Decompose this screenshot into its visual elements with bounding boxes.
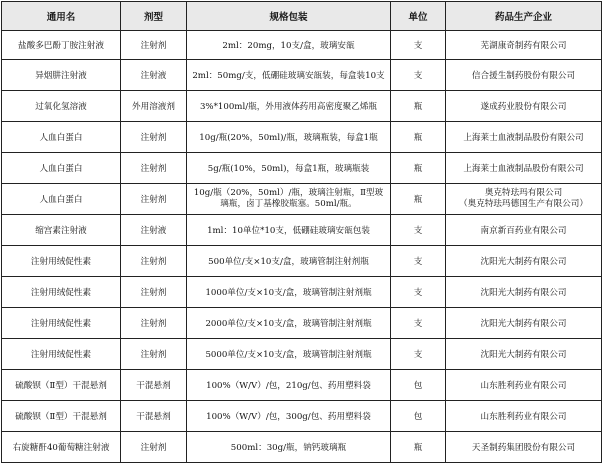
cell-manufacturer: 山东胜利药业有限公司 bbox=[446, 401, 602, 432]
cell-spec-package: 2ml：50mg/支，低硼硅玻璃安瓿装，每盒装10支 bbox=[187, 60, 391, 91]
cell-dosage-form: 注射剂 bbox=[121, 277, 187, 308]
cell-dosage-form: 注射剂 bbox=[121, 184, 187, 215]
cell-generic-name: 注射用绒促性素 bbox=[2, 246, 121, 277]
maker-line-1: 奥克特珐玛有限公司 bbox=[484, 188, 563, 198]
cell-manufacturer: 沈阳光大制药有限公司 bbox=[446, 246, 602, 277]
header-unit: 单位 bbox=[391, 2, 446, 31]
cell-dosage-form: 注射剂 bbox=[121, 153, 187, 184]
cell-manufacturer: 沈阳光大制药有限公司 bbox=[446, 339, 602, 370]
cell-manufacturer: 南京新百药业有限公司 bbox=[446, 215, 602, 246]
table-row bbox=[2, 401, 602, 432]
cell-generic-name: 右旋糖酐40葡萄糖注射液 bbox=[2, 432, 121, 463]
table-row bbox=[2, 184, 602, 215]
cell-spec-package: 2000单位/支×10支/盒，玻璃管制注射剂瓶 bbox=[187, 308, 391, 339]
cell-unit: 支 bbox=[391, 215, 446, 246]
cell-manufacturer: 上海莱士血液制品股份有限公司 bbox=[446, 122, 602, 153]
maker-line-2: （奥克特珐玛德国生产有限公司） bbox=[459, 199, 588, 209]
table-row bbox=[2, 91, 602, 122]
table-row bbox=[2, 122, 602, 153]
cell-spec-package: 1ml：10单位*10支，低硼硅玻璃安瓿包装 bbox=[187, 215, 391, 246]
cell-spec-package: 500ml：30g/瓶，钠钙玻璃瓶 bbox=[187, 432, 391, 463]
cell-generic-name: 硫酸钡（Ⅱ型）干混悬剂 bbox=[2, 370, 121, 401]
cell-generic-name: 硫酸钡（Ⅱ型）干混悬剂 bbox=[2, 401, 121, 432]
cell-manufacturer: 天圣制药集团股份有限公司 bbox=[446, 432, 602, 463]
table-row bbox=[2, 370, 602, 401]
cell-generic-name: 注射用绒促性素 bbox=[2, 308, 121, 339]
cell-unit: 瓶 bbox=[391, 184, 446, 215]
spec-line-1: 10g/瓶（20%，50ml）/瓶，玻璃注射瓶，Ⅱ型玻 bbox=[193, 188, 384, 198]
cell-unit: 支 bbox=[391, 308, 446, 339]
cell-dosage-form: 注射剂 bbox=[121, 122, 187, 153]
cell-generic-name: 缩宫素注射液 bbox=[2, 215, 121, 246]
cell-manufacturer: 上海莱士血液制品股份有限公司 bbox=[446, 153, 602, 184]
table-row bbox=[2, 339, 602, 370]
cell-manufacturer bbox=[446, 184, 602, 215]
cell-spec-package: 5g/瓶(10%，50ml)，每盒1瓶，玻璃瓶装 bbox=[187, 153, 391, 184]
cell-unit: 瓶 bbox=[391, 91, 446, 122]
cell-spec-package: 100%（W/V）/包，300g/包、药用塑料袋 bbox=[187, 401, 391, 432]
table-row bbox=[2, 277, 602, 308]
cell-generic-name: 盐酸多巴酚丁胺注射液 bbox=[2, 31, 121, 60]
cell-generic-name: 人血白蛋白 bbox=[2, 184, 121, 215]
cell-spec-package: 500单位/支×10支/盒，玻璃管制注射剂瓶 bbox=[187, 246, 391, 277]
cell-dosage-form: 注射液 bbox=[121, 215, 187, 246]
cell-unit: 瓶 bbox=[391, 153, 446, 184]
cell-manufacturer: 沈阳光大制药有限公司 bbox=[446, 308, 602, 339]
drug-table-container bbox=[1, 1, 602, 463]
cell-manufacturer: 遂成药业股份有限公司 bbox=[446, 91, 602, 122]
cell-generic-name: 异烟肼注射液 bbox=[2, 60, 121, 91]
cell-spec-package: 2ml：20mg，10支/盒，玻璃安瓿 bbox=[187, 31, 391, 60]
cell-manufacturer: 信合援生制药股份有限公司 bbox=[446, 60, 602, 91]
table-row bbox=[2, 432, 602, 463]
cell-unit: 支 bbox=[391, 31, 446, 60]
cell-dosage-form: 干混悬剂 bbox=[121, 401, 187, 432]
cell-unit: 支 bbox=[391, 339, 446, 370]
cell-dosage-form: 外用溶液剂 bbox=[121, 91, 187, 122]
cell-spec-package: 3%*100ml/瓶，外用液体药用高密度聚乙烯瓶 bbox=[187, 91, 391, 122]
cell-generic-name: 人血白蛋白 bbox=[2, 153, 121, 184]
table-row bbox=[2, 60, 602, 91]
table-row bbox=[2, 153, 602, 184]
cell-unit: 支 bbox=[391, 60, 446, 91]
table-row bbox=[2, 246, 602, 277]
header-dosage-form: 剂型 bbox=[121, 2, 187, 31]
cell-dosage-form: 注射剂 bbox=[121, 308, 187, 339]
cell-spec-package bbox=[187, 184, 391, 215]
cell-unit: 包 bbox=[391, 370, 446, 401]
header-manufacturer: 药品生产企业 bbox=[446, 2, 602, 31]
cell-dosage-form: 干混悬剂 bbox=[121, 370, 187, 401]
cell-generic-name: 过氧化氢溶液 bbox=[2, 91, 121, 122]
header-generic-name: 通用名 bbox=[2, 2, 121, 31]
cell-unit: 支 bbox=[391, 277, 446, 308]
cell-generic-name: 注射用绒促性素 bbox=[2, 277, 121, 308]
cell-manufacturer: 沈阳光大制药有限公司 bbox=[446, 277, 602, 308]
cell-spec-package: 1000单位/支×10支/盒，玻璃管制注射剂瓶 bbox=[187, 277, 391, 308]
cell-unit: 瓶 bbox=[391, 122, 446, 153]
spec-line-2: 璃瓶，卤丁基橡胶瓶塞。50ml/瓶。 bbox=[220, 199, 357, 209]
cell-dosage-form: 注射剂 bbox=[121, 339, 187, 370]
cell-spec-package: 10g/瓶(20%，50ml)/瓶，玻璃瓶装，每盒1瓶 bbox=[187, 122, 391, 153]
cell-dosage-form: 注射液 bbox=[121, 60, 187, 91]
cell-dosage-form: 注射剂 bbox=[121, 31, 187, 60]
drug-table bbox=[1, 1, 602, 463]
cell-unit: 支 bbox=[391, 246, 446, 277]
table-row bbox=[2, 215, 602, 246]
cell-manufacturer: 芜湖康奇制药有限公司 bbox=[446, 31, 602, 60]
cell-spec-package: 100%（W/V）/包，210g/包、药用塑料袋 bbox=[187, 370, 391, 401]
table-header-row bbox=[2, 2, 602, 31]
table-row bbox=[2, 308, 602, 339]
cell-dosage-form: 注射剂 bbox=[121, 246, 187, 277]
cell-unit: 瓶 bbox=[391, 432, 446, 463]
cell-dosage-form: 注射剂 bbox=[121, 432, 187, 463]
cell-manufacturer: 山东胜利药业有限公司 bbox=[446, 370, 602, 401]
cell-generic-name: 注射用绒促性素 bbox=[2, 339, 121, 370]
table-row bbox=[2, 31, 602, 60]
cell-unit: 包 bbox=[391, 401, 446, 432]
cell-spec-package: 5000单位/支×10支/盒，玻璃管制注射剂瓶 bbox=[187, 339, 391, 370]
header-spec-package: 规格包装 bbox=[187, 2, 391, 31]
cell-generic-name: 人血白蛋白 bbox=[2, 122, 121, 153]
